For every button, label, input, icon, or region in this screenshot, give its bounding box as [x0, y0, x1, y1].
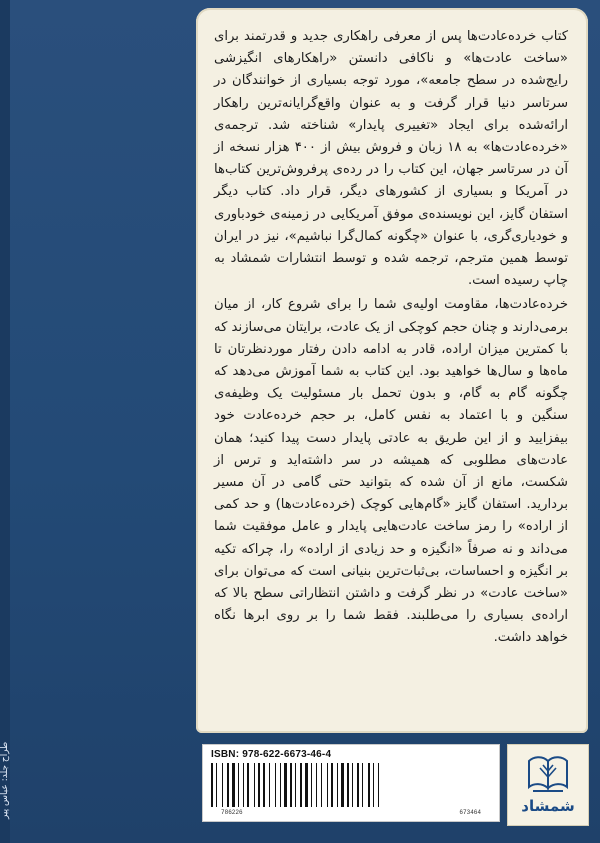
- barcode-stripe: [337, 763, 338, 807]
- barcode-stripe: [227, 763, 229, 807]
- barcode-stripe: [364, 763, 367, 807]
- barcode-stripe: [222, 763, 223, 807]
- barcode-stripe: [300, 763, 302, 807]
- barcode-stripe: [339, 763, 340, 807]
- barcode-stripe: [311, 763, 312, 807]
- barcode-stripe: [327, 763, 328, 807]
- open-book-tree-icon: [525, 755, 571, 795]
- barcode-stripe: [347, 763, 349, 807]
- barcode-stripe: [254, 763, 255, 807]
- barcode-digits: [211, 809, 491, 816]
- barcode-stripe: [303, 763, 304, 807]
- barcode-stripe: [216, 763, 217, 807]
- barcode-stripe: [321, 763, 322, 807]
- barcode-stripe: [331, 763, 333, 807]
- barcode-digits-left: 786226: [221, 809, 243, 816]
- barcode-stripe: [263, 763, 265, 807]
- barcode-stripe: [316, 763, 317, 807]
- blurb-panel: [196, 8, 588, 733]
- barcode-stripe: [345, 763, 346, 807]
- barcode-stripe: [288, 763, 289, 807]
- barcode-stripe: [258, 763, 260, 807]
- barcode-stripe: [293, 763, 294, 807]
- barcode-stripe: [236, 763, 237, 807]
- barcode-box: [202, 744, 500, 822]
- barcode-stripe: [243, 763, 244, 807]
- barcode-stripe: [373, 763, 374, 807]
- blurb-paragraph-2: خرده‌عادت‌ها، مقاومت اولیه‌ی شما را برای شروع کار، از میان برمی‌دارند و چنان حجم کوچکی از یک عادت، برایتان می‌سازند که با کمترین میزان اراده، قادر به ادامه دادن رفتار موردنظرتان تا ماه‌ها و سال‌ها خواهید بود. این کتاب به شما آموزش می‌دهد که چگونه گام به گام، و بدون تحمل بار مسئولیت یک وظیفه‌ی سنگین و با اعتماد به نفس کامل، بر حجم خرده‌عادت خود بیفزایید و از این طریق به عادتی پایدار دست پیدا کنید؛ همان عادت‌های مطلوبی که همیشه در سر داشته‌اید و ترس از شکست، مانع از آن شده که بتوانید حتی گامی در آن مسیر بردارید. استفان گایز «گام‌هایی کوچک (خرده‌عادت‌ها) و حد کمی از اراده» را رمز ساخت عادت‌هایی پایدار و عامل موفقیت شما می‌داند و نه صرفاً «انگیزه و حد زیادی از اراده» را، چراکه تکیه بر انگیزه و احساسات، بی‌ثبات‌ترین بنیانی است که می‌توان برای «ساخت عادت» در نظر گرفت و داشتن انتظاراتی سطح بالا که اراده‌ی بسیاری را می‌طلبند. فقط شما را بر روی ابرها نگاه خواهد داشت.: [214, 297, 568, 646]
- barcode-stripe: [247, 763, 249, 807]
- barcode-stripe: [309, 763, 310, 807]
- barcode-stripe: [341, 763, 344, 807]
- publisher-logo: [507, 744, 589, 826]
- barcode-stripe: [214, 763, 215, 807]
- barcode-stripe: [261, 763, 262, 807]
- barcode-stripe: [232, 763, 235, 807]
- cover-designer-credit: طراح جلد: عباس پیر: [0, 742, 10, 820]
- barcode-stripe: [318, 763, 320, 807]
- publisher-logo-text: شمشاد: [521, 797, 575, 815]
- barcode-stripe: [275, 763, 276, 807]
- barcode-stripe: [295, 763, 296, 807]
- barcode-stripe: [368, 763, 370, 807]
- barcode-stripe: [245, 763, 246, 807]
- barcode-stripe: [230, 763, 231, 807]
- barcode-stripe: [360, 763, 361, 807]
- barcode-stripe: [211, 763, 213, 807]
- barcode-stripe: [256, 763, 257, 807]
- barcode-stripe: [238, 763, 239, 807]
- barcode-stripe: [334, 763, 336, 807]
- isbn-label: ISBN: 978-622-6673-46-4: [211, 749, 332, 760]
- barcode-stripe: [284, 763, 287, 807]
- barcode-stripe: [375, 763, 377, 807]
- barcode-stripe: [280, 763, 281, 807]
- barcode-stripe: [277, 763, 279, 807]
- barcode-stripe: [224, 763, 226, 807]
- barcode-stripe: [290, 763, 292, 807]
- barcode-stripe: [354, 763, 356, 807]
- barcode-stripe: [269, 763, 270, 807]
- barcode-bars: [211, 763, 491, 807]
- blurb-paragraph-1: کتاب خرده‌عادت‌ها پس از معرفی راهکاری جدید و قدرتمند برای «ساخت عادت‌ها» و ناکافی دانستن «راهکارهای انگیزشی رایج‌شده در سطح جامعه»، مورد توجه بسیاری از خوانندگان در سرتاسر دنیا قرار گرفت و به عنوان واقع‌گرایانه‌ترین راهکار ارائه‌شده برای ایجاد «تغییری پایدار» شناخته شد. ترجمه‌ی «خرده‌عادت‌ها» به ۱۸ زبان و فروش بیش از ۴۰۰ هزار نسخه از آن در سرتاسر جهان، این کتاب را در رده‌ی پرفروش‌ترین کتاب‌ها در آمریکا و بسیاری از کشورهای دیگر، قرار داد. کتاب دیگر استفان گایز، این نویسنده‌ی موفق آمریکایی در زمینه‌ی خودباوری و خودیاری‌گری، با عنوان «چگونه کمال‌گرا نباشیم»، نیز در ایران توسط همین مترجم، ترجمه شده و توسط انتشارات شمشاد به چاپ رسیده است.: [214, 29, 568, 289]
- barcode-stripe: [297, 763, 299, 807]
- barcode-stripe: [240, 763, 242, 807]
- barcode-stripe: [218, 763, 221, 807]
- barcode-stripe: [282, 763, 283, 807]
- barcode-stripe: [371, 763, 372, 807]
- barcode-stripe: [323, 763, 326, 807]
- barcode-stripe: [362, 763, 363, 807]
- barcode-stripe: [378, 763, 379, 807]
- barcode-stripe: [305, 763, 308, 807]
- barcode-stripe: [380, 763, 383, 807]
- barcode-stripe: [250, 763, 253, 807]
- cover-spine-edge: [0, 0, 10, 843]
- barcode-stripe: [313, 763, 315, 807]
- barcode-digits-right: 673464: [459, 809, 481, 816]
- barcode-stripe: [350, 763, 351, 807]
- barcode-stripe: [357, 763, 359, 807]
- barcode-stripe: [266, 763, 268, 807]
- barcode-stripe: [329, 763, 330, 807]
- barcode-stripe: [352, 763, 353, 807]
- barcode-stripe: [271, 763, 274, 807]
